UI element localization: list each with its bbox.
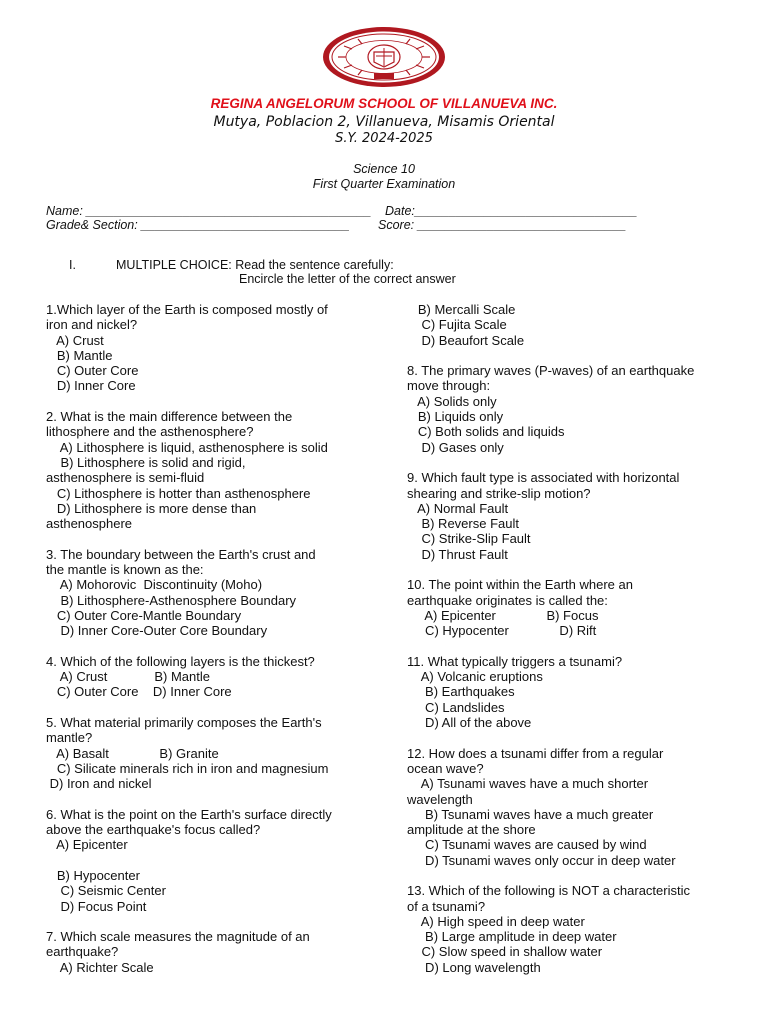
question-block [407, 654, 747, 730]
question-line: lithosphere and the asthenosphere? [46, 424, 254, 440]
part-number: I. [69, 258, 76, 272]
question-line: asthenosphere [46, 516, 133, 532]
question-line: A) High speed in deep water [407, 913, 585, 929]
grade-section-field: Grade& Section: ______________________________ [46, 218, 350, 232]
question-line: earthquake? [46, 944, 119, 960]
question-line: C) Slow speed in shallow water [407, 944, 603, 960]
question-block [46, 715, 376, 791]
question-line: 6. What is the point on the Earth's surface directly [46, 806, 332, 822]
question-line: D) Inner Core-Outer Core Boundary [46, 623, 268, 639]
question-line: D) Inner Core [46, 378, 136, 394]
question-line: C) Seismic Center [46, 883, 166, 899]
score-field: Score: ______________________________ [378, 218, 627, 232]
school-address: Mutya, Poblacion 2, Villanueva, Misamis Oriental [213, 114, 555, 130]
question-block [46, 807, 376, 914]
question-line: C) Both solids and liquids [407, 424, 565, 440]
question-line: D) Lithosphere is more dense than [46, 500, 257, 516]
question-line: A) Tsunami waves have a much shorter [407, 776, 649, 792]
instructions-line-1: MULTIPLE CHOICE: Read the sentence carefully: [116, 258, 394, 272]
question-line: D) Long wavelength [407, 959, 541, 975]
question-line: B) Mercalli Scale [407, 302, 516, 317]
question-line: the mantle is known as the: [46, 562, 204, 578]
school-seal-logo [322, 26, 446, 88]
question-line: A) Epicenter B) Focus [407, 607, 599, 623]
question-line: 5. What material primarily composes the Earth's [46, 715, 322, 731]
school-year: S.Y. 2024-2025 [335, 131, 433, 146]
question-block [46, 654, 376, 700]
question-line: wavelength [407, 791, 473, 807]
question-line: 12. How does a tsunami differ from a regular [407, 745, 664, 761]
question-line: ocean wave? [407, 760, 484, 776]
question-line: 9. Which fault type is associated with horizontal [407, 470, 680, 486]
subject-title: Science 10 [353, 162, 415, 176]
question-line: C) Tsunami waves are caused by wind [407, 837, 647, 853]
question-line: 13. Which of the following is NOT a characteristic [407, 883, 690, 899]
question-line: A) Richter Scale [46, 959, 154, 975]
question-line: 2. What is the main difference between the [46, 409, 293, 425]
question-line: C) Landslides [407, 699, 505, 715]
question-block [407, 746, 747, 868]
question-line: 11. What typically triggers a tsunami? [407, 653, 623, 669]
question-line: C) Outer Core-Mantle Boundary [46, 607, 242, 623]
question-block [46, 409, 376, 531]
name-field: Name: _________________________________________ [46, 204, 372, 218]
question-block [407, 577, 747, 638]
question-line: 3. The boundary between the Earth's crust and [46, 546, 316, 562]
question-line: D) Focus Point [46, 898, 147, 914]
question-line: A) Volcanic eruptions [407, 669, 543, 685]
question-line: asthenosphere is semi-fluid [46, 470, 205, 486]
question-line: D) Thrust Fault [407, 546, 508, 562]
question-line: C) Hypocenter D) Rift [407, 623, 597, 639]
question-block [46, 929, 376, 975]
question-line: C) Outer Core [46, 363, 139, 379]
question-line: 4. Which of the following layers is the thickest? [46, 653, 315, 669]
question-line: A) Lithosphere is liquid, asthenosphere is solid [46, 439, 328, 455]
question-line: of a tsunami? [407, 898, 486, 914]
exam-title: First Quarter Examination [312, 177, 456, 191]
question-line: A) Crust B) Mantle [46, 669, 210, 685]
question-line: 7. Which scale measures the magnitude of an [46, 929, 310, 945]
question-line: C) Strike-Slip Fault [407, 531, 531, 547]
question-line: 10. The point within the Earth where an [407, 577, 633, 593]
question-line: amplitude at the shore [407, 822, 536, 838]
school-name: REGINA ANGELORUM SCHOOL OF VILLANUEVA INC. [210, 96, 558, 111]
date-field: Date:________________________________ [385, 204, 638, 218]
question-block [46, 547, 376, 639]
question-line: earthquake originates is called the: [407, 592, 608, 608]
question-line: B) Mantle [46, 347, 113, 363]
question-block [407, 363, 747, 455]
question-line: D) Tsunami waves only occur in deep water [407, 852, 676, 868]
left-question-column [46, 302, 376, 990]
instructions-line-2: Encircle the letter of the correct answer [239, 272, 456, 286]
question-block [407, 470, 747, 562]
question-line: D) All of the above [407, 715, 532, 731]
question-line: A) Mohorovic Discontinuity (Moho) [46, 577, 263, 593]
question-line: B) Liquids only [407, 409, 504, 425]
question-line: B) Earthquakes [407, 684, 515, 700]
question-line: B) Reverse Fault [407, 516, 519, 532]
question-line: A) Crust [46, 332, 104, 348]
question-line: C) Silicate minerals rich in iron and magnesium [46, 760, 329, 776]
question-line: shearing and strike-slip motion? [407, 485, 591, 501]
question-line: A) Basalt B) Granite [46, 745, 219, 761]
question-block [46, 302, 376, 394]
question-block [407, 302, 747, 348]
question-line: A) Epicenter [46, 837, 128, 853]
question-line: C) Lithosphere is hotter than asthenosphere [46, 485, 311, 501]
question-line: C) Fujita Scale [407, 317, 507, 333]
question-line: B) Tsunami waves have a much greater [407, 806, 654, 822]
question-line: B) Large amplitude in deep water [407, 929, 617, 945]
question-line: D) Iron and nickel [46, 776, 152, 792]
question-line: B) Lithosphere-Asthenosphere Boundary [46, 592, 297, 608]
question-line: B) Lithosphere is solid and rigid, [46, 454, 246, 470]
question-line: 1.Which layer of the Earth is composed mostly of [46, 302, 328, 317]
question-line: iron and nickel? [46, 317, 138, 333]
question-line: A) Solids only [407, 393, 497, 409]
question-line: C) Outer Core D) Inner Core [46, 684, 232, 700]
question-line: B) Hypocenter [46, 867, 140, 883]
question-block [407, 883, 747, 975]
question-line: D) Gases only [407, 439, 504, 455]
right-question-column [407, 302, 747, 990]
question-line: A) Normal Fault [407, 500, 509, 516]
question-line: above the earthquake's focus called? [46, 822, 261, 838]
question-line: 8. The primary waves (P-waves) of an earthquake [407, 363, 695, 379]
question-line: move through: [407, 378, 491, 394]
question-line: mantle? [46, 730, 93, 746]
question-line: D) Beaufort Scale [407, 332, 525, 348]
